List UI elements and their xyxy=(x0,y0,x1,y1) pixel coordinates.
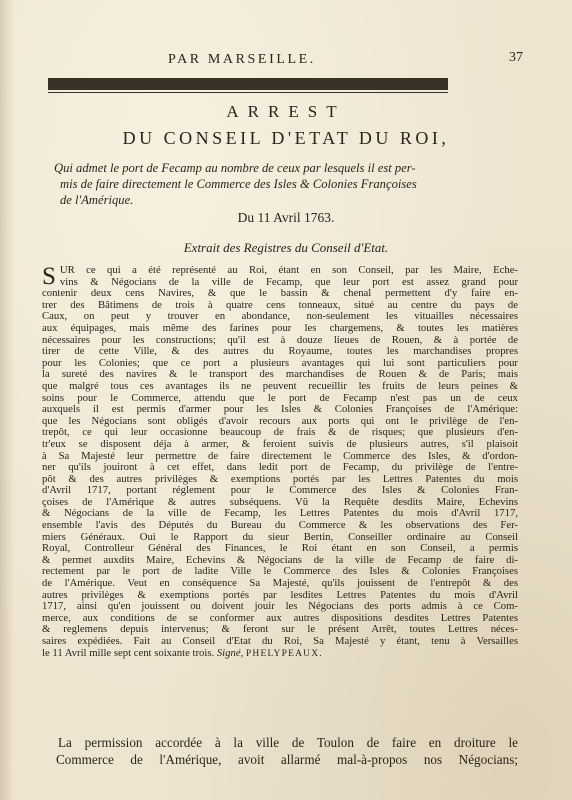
body-line: trepôt, ce qui leur occasionne beaucoup de frais & de risques; que plusieurs d'en- xyxy=(42,426,518,439)
body-line: d'Avril 1717, portant réglement pour le Commerce des Isles & Colonies Fran- xyxy=(42,484,518,497)
next-paragraph-line: Commerce de l'Amérique, avoit allarmé mal-à-propos nos Négocians; xyxy=(56,751,518,767)
body-line: trer des Bâtimens de trois à quatre cens tonneaux, situé au centre du pays de xyxy=(42,298,518,311)
drop-cap: S xyxy=(42,263,57,290)
next-paragraph xyxy=(56,735,518,768)
body-line: merce, aux conditions de se conformer aux autres dispositions desdites Lettres Patentes xyxy=(42,611,518,624)
body-line: ner qu'ils jouiront à cet effet, dans ledit port de Fecamp, du privilège de l'entre- xyxy=(42,461,518,474)
body-line: & permet auxdits Maire, Echevins & Négocians de la ville de Fecamp de faire di- xyxy=(42,553,518,566)
signature: PHELYPEAUX. xyxy=(245,648,323,659)
summary-line: de l'Amérique. xyxy=(60,193,134,207)
body-line: rectement par le port de ladite Ville le Commerce des Isles & Colonies Françoises xyxy=(42,565,518,578)
decree-body xyxy=(42,265,518,660)
body-line: Caux, on peut y trouver en abondance, non-seulement les vituailles nécessaires xyxy=(42,310,518,323)
body-closing-line xyxy=(42,648,518,661)
body-line: autres privilèges & exemptions portés par lesdites Lettres Patentes du mois d'Avril xyxy=(42,588,518,601)
summary-line: mis de faire directement le Commerce des Isles & Colonies Françoises xyxy=(60,177,417,191)
body-line: saires expédiées. Fait au Conseil d'Etat du Roi, Sa Majesté y étant, tenu à Versailles xyxy=(42,635,518,647)
body-line: aux équipages, mais même des farines pour les chargemens, & toutes les matières xyxy=(42,321,518,334)
body-line: contenir deux cens Navires, & que le bassin & chenal permettent d'y faire en- xyxy=(42,287,518,300)
decree-summary xyxy=(54,160,514,208)
extract-heading: Extrait des Registres du Conseil d'Etat. xyxy=(183,240,389,255)
body-lines xyxy=(42,277,518,648)
body-line: & reglemens depuis intervenus; & feront sur le présent Arrêt, toutes Lettres néces- xyxy=(42,623,518,636)
body-line: & Négocians de la ville de Fecamp, les Lettres Patentes du mois d'Avril 1717, xyxy=(42,507,518,520)
body-line: la sureté des navires & le transport des marchandises de Rouen & de Paris; mais xyxy=(42,368,518,381)
next-paragraph-line: La permission accordée à la ville de Toulon de faire en droiture le xyxy=(58,735,518,750)
body-line: pour les Colonies; que ce port a plusieurs avantages qui lui sont particuliers pour xyxy=(42,356,518,369)
signed-label: Signé, xyxy=(216,646,244,659)
body-line: soins pour le Commerce, attendu que le port de Fecamp n'est pas un de ceux xyxy=(42,391,518,404)
body-line: ensemble l'avis des Députés du Bureau du Commerce & les observations des Fer- xyxy=(42,519,518,532)
body-line: auxquels il est permis d'armer pour les Isles & Colonies Françoises de l'Amérique: xyxy=(42,403,518,416)
body-line: que malgré tous ces avantages ils ne peuvent recueillir les fruits de leurs peines & xyxy=(42,379,518,392)
body-line: Royal, Controlleur Général des Finances, le Roi étant en son Conseil, a permis xyxy=(42,542,518,555)
body-line: que les Négocians sont obligés d'avoir recours aux ports qui ont le privilège de l'en- xyxy=(42,414,518,427)
decorative-rule xyxy=(48,78,448,90)
body-line: 1717, ainsi qu'en jouissent ou doivent jouir les Négocians des ports admis à ce Com- xyxy=(42,600,518,613)
running-head: PAR MARSEILLE. xyxy=(168,52,316,67)
closing-date-text: le 11 Avril mille sept cent soixante trois. xyxy=(42,646,215,659)
body-line: miers Généraux. Oui le Rapport du sieur Bertin, Conseiller ordinaire au Conseil xyxy=(42,530,518,543)
body-line: vins & Négocians de la ville de Fecamp, que leur port est assez grand pour xyxy=(59,275,518,288)
body-line: tirer de cette Ville, & des autres du Royaume, toutes les marchandises propres xyxy=(42,345,518,358)
document-title: ARREST xyxy=(226,102,346,121)
decree-date: Du 11 Avril 1763. xyxy=(237,210,335,225)
body-line: nécessaires pour les constructions; qu'il est à douze lieues de Rouen, & à portée de xyxy=(42,333,518,346)
body-line: çoises de l'Amérique & autres subséquens. Vû la Requête desdits Maire, Echevins xyxy=(42,495,518,508)
body-line: de l'Amérique. Veut en conséquence Sa Majesté, qu'ils jouissent de l'entrepôt & des xyxy=(42,577,518,590)
page-number: 37 xyxy=(509,50,523,65)
body-line: pôt & des autres privilèges & exemptions portés par les Lettres Patentes du mois xyxy=(42,472,518,485)
document-subtitle-council: DU CONSEIL D'ETAT DU ROI, xyxy=(122,128,450,148)
body-line: tr'eux se disposent déja à armer, & feroient suivis de plusieurs autres, s'il plaisoit xyxy=(42,437,518,450)
body-line: à Sa Majesté leur permettre de faire directement le Commerce des Isles, & d'ordon- xyxy=(42,449,518,462)
summary-line: Qui admet le port de Fecamp au nombre de ceux par lesquels il est per- xyxy=(54,161,416,175)
body-line: UR ce qui a été représenté au Roi, étant en son Conseil, par les Maire, Eche- xyxy=(59,264,518,276)
